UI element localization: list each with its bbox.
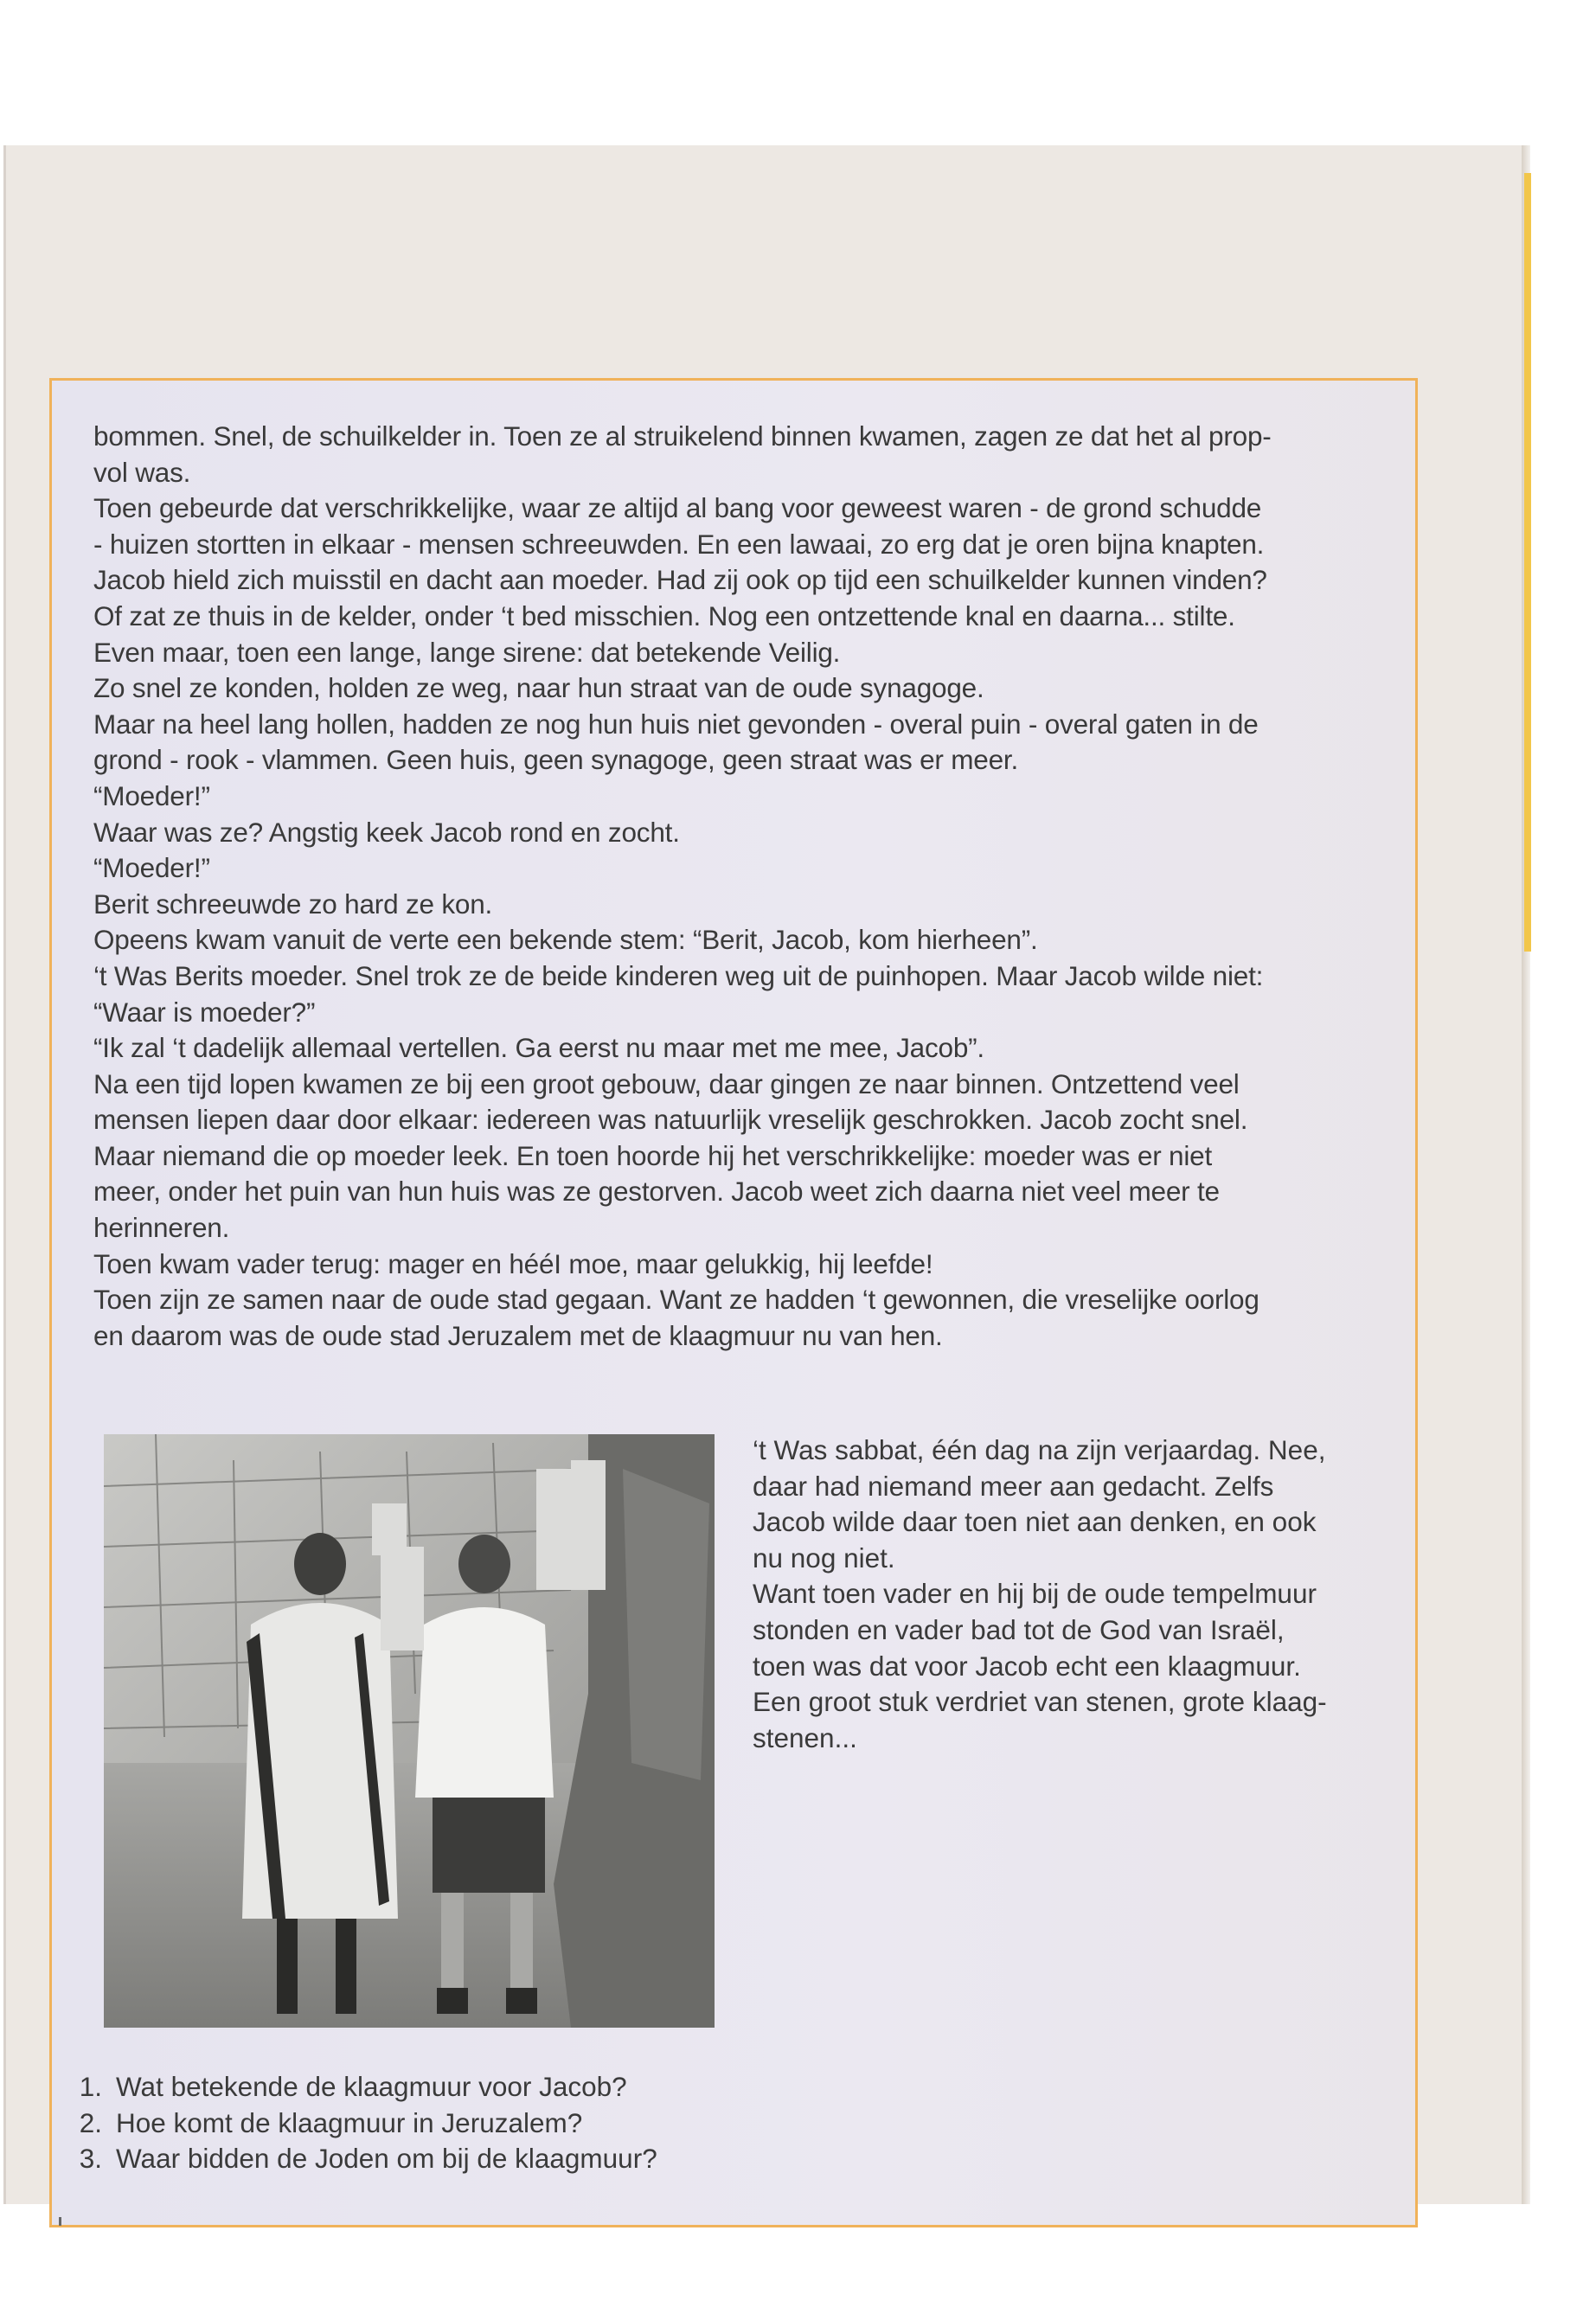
story-line: Opeens kwam vanuit de verte een bekende stem: “Berit, Jacob, kom hierheen”.	[93, 924, 1038, 956]
content-frame	[49, 378, 1418, 2227]
story-line: Zo snel ze konden, holden ze weg, naar hun straat van de oude synagoge.	[93, 672, 984, 704]
side-line: Een groot stuk verdriet van stenen, grote klaag-	[753, 1686, 1327, 1718]
story-line: Toen gebeurde dat verschrikkelijke, waar ze altijd al bang voor geweest waren - de grond schudde	[93, 492, 1262, 524]
story-line: Berit schreeuwde zo hard ze kon.	[93, 888, 493, 920]
story-line: “Moeder!”	[93, 779, 210, 811]
story-line: ‘t Was Berits moeder. Snel trok ze de beide kinderen weg uit de puinhopen. Maar Jacob wilde niet:	[93, 959, 1264, 991]
side-line: stonden en vader bad tot de God van Israël,	[753, 1613, 1285, 1645]
story-line: en daarom was de oude stad Jeruzalem met de klaagmuur nu van hen.	[93, 1319, 943, 1351]
story-line: “Waar is moeder?”	[93, 996, 316, 1028]
story-line: grond - rook - vlammen. Geen huis, geen synagoge, geen straat was er meer.	[93, 744, 1019, 776]
scan-top-margin	[0, 0, 1596, 78]
wailing-wall-photo	[104, 1434, 715, 2028]
yellow-page-edge	[1524, 173, 1531, 952]
story-line: Toen kwam vader terug: mager en hééI moe, maar gelukkig, hij leefde!	[93, 1247, 933, 1279]
question-item	[62, 2069, 841, 2106]
question-number: 1.	[79, 2071, 102, 2102]
side-line: daar had niemand meer aan gedacht. Zelfs	[753, 1470, 1274, 1502]
story-line: Maar na heel lang hollen, hadden ze nog hun huis niet gevonden - overal puin - overal gaten in de	[93, 708, 1259, 740]
story-line: Waar was ze? Angstig keek Jacob rond en zocht.	[93, 816, 680, 848]
story-line: Of zat ze thuis in de kelder, onder ‘t bed misschien. Nog een ontzettende knal en daarna... stilte.	[93, 599, 1235, 631]
story-text	[93, 419, 1426, 1354]
sabbath-text	[753, 1433, 1375, 1756]
book-page	[3, 145, 1524, 2204]
story-line: mensen liepen daar door elkaar: iedereen was natuurlijk vreselijk geschrokken. Jacob zocht snel.	[93, 1104, 1248, 1136]
story-line: herinneren.	[93, 1212, 230, 1244]
question-item	[62, 2141, 841, 2177]
side-line: stenen...	[753, 1721, 857, 1753]
story-line: “Ik zal ‘t dadelijk allemaal vertellen. Ga eerst nu maar met me mee, Jacob”.	[93, 1032, 984, 1064]
story-line: - huizen stortten in elkaar - mensen schreeuwden. En een lawaai, zo erg dat je oren bijna knapten.	[93, 528, 1265, 560]
question-list	[62, 2069, 841, 2177]
side-line: Jacob wilde daar toen niet aan denken, en ook	[753, 1506, 1317, 1538]
question-text: Hoe komt de klaagmuur in Jeruzalem?	[116, 2106, 583, 2138]
side-line: Want toen vader en hij bij de oude tempelmuur	[753, 1578, 1317, 1610]
photo-illustration	[104, 1434, 715, 2028]
story-line: Toen zijn ze samen naar de oude stad gegaan. Want ze hadden ‘t gewonnen, die vreselijke oorlog	[93, 1284, 1259, 1316]
story-line: Jacob hield zich muisstil en dacht aan moeder. Had zij ook op tijd een schuilkelder kunnen vinden?	[93, 564, 1267, 596]
story-line: “Moeder!”	[93, 852, 210, 884]
side-line: toen was dat voor Jacob echt een klaagmuur.	[753, 1650, 1301, 1682]
story-line: Maar niemand die op moeder leek. En toen hoorde hij het verschrikkelijke: moeder was er niet	[93, 1139, 1213, 1171]
story-line: meer, onder het puin van hun huis was ze gestorven. Jacob weet zich daarna niet veel meer te	[93, 1176, 1220, 1208]
question-text: Wat betekende de klaagmuur voor Jacob?	[116, 2071, 627, 2102]
side-line: ‘t Was sabbat, één dag na zijn verjaardag. Nee,	[753, 1434, 1326, 1465]
scan-mark	[59, 2217, 61, 2226]
question-text: Waar bidden de Joden om bij de klaagmuur?	[116, 2143, 657, 2175]
story-line: Even maar, toen een lange, lange sirene: dat betekende Veilig.	[93, 636, 841, 668]
story-line: vol was.	[93, 456, 191, 488]
side-line: nu nog niet.	[753, 1541, 895, 1574]
question-number: 3.	[79, 2143, 102, 2175]
story-line: bommen. Snel, de schuilkelder in. Toen ze al struikelend binnen kwamen, zagen ze dat het al prop-	[93, 420, 1272, 452]
question-number: 2.	[79, 2106, 102, 2138]
story-line: Na een tijd lopen kwamen ze bij een groot gebouw, daar gingen ze naar binnen. Ontzettend veel	[93, 1067, 1240, 1099]
question-item	[62, 2106, 841, 2142]
